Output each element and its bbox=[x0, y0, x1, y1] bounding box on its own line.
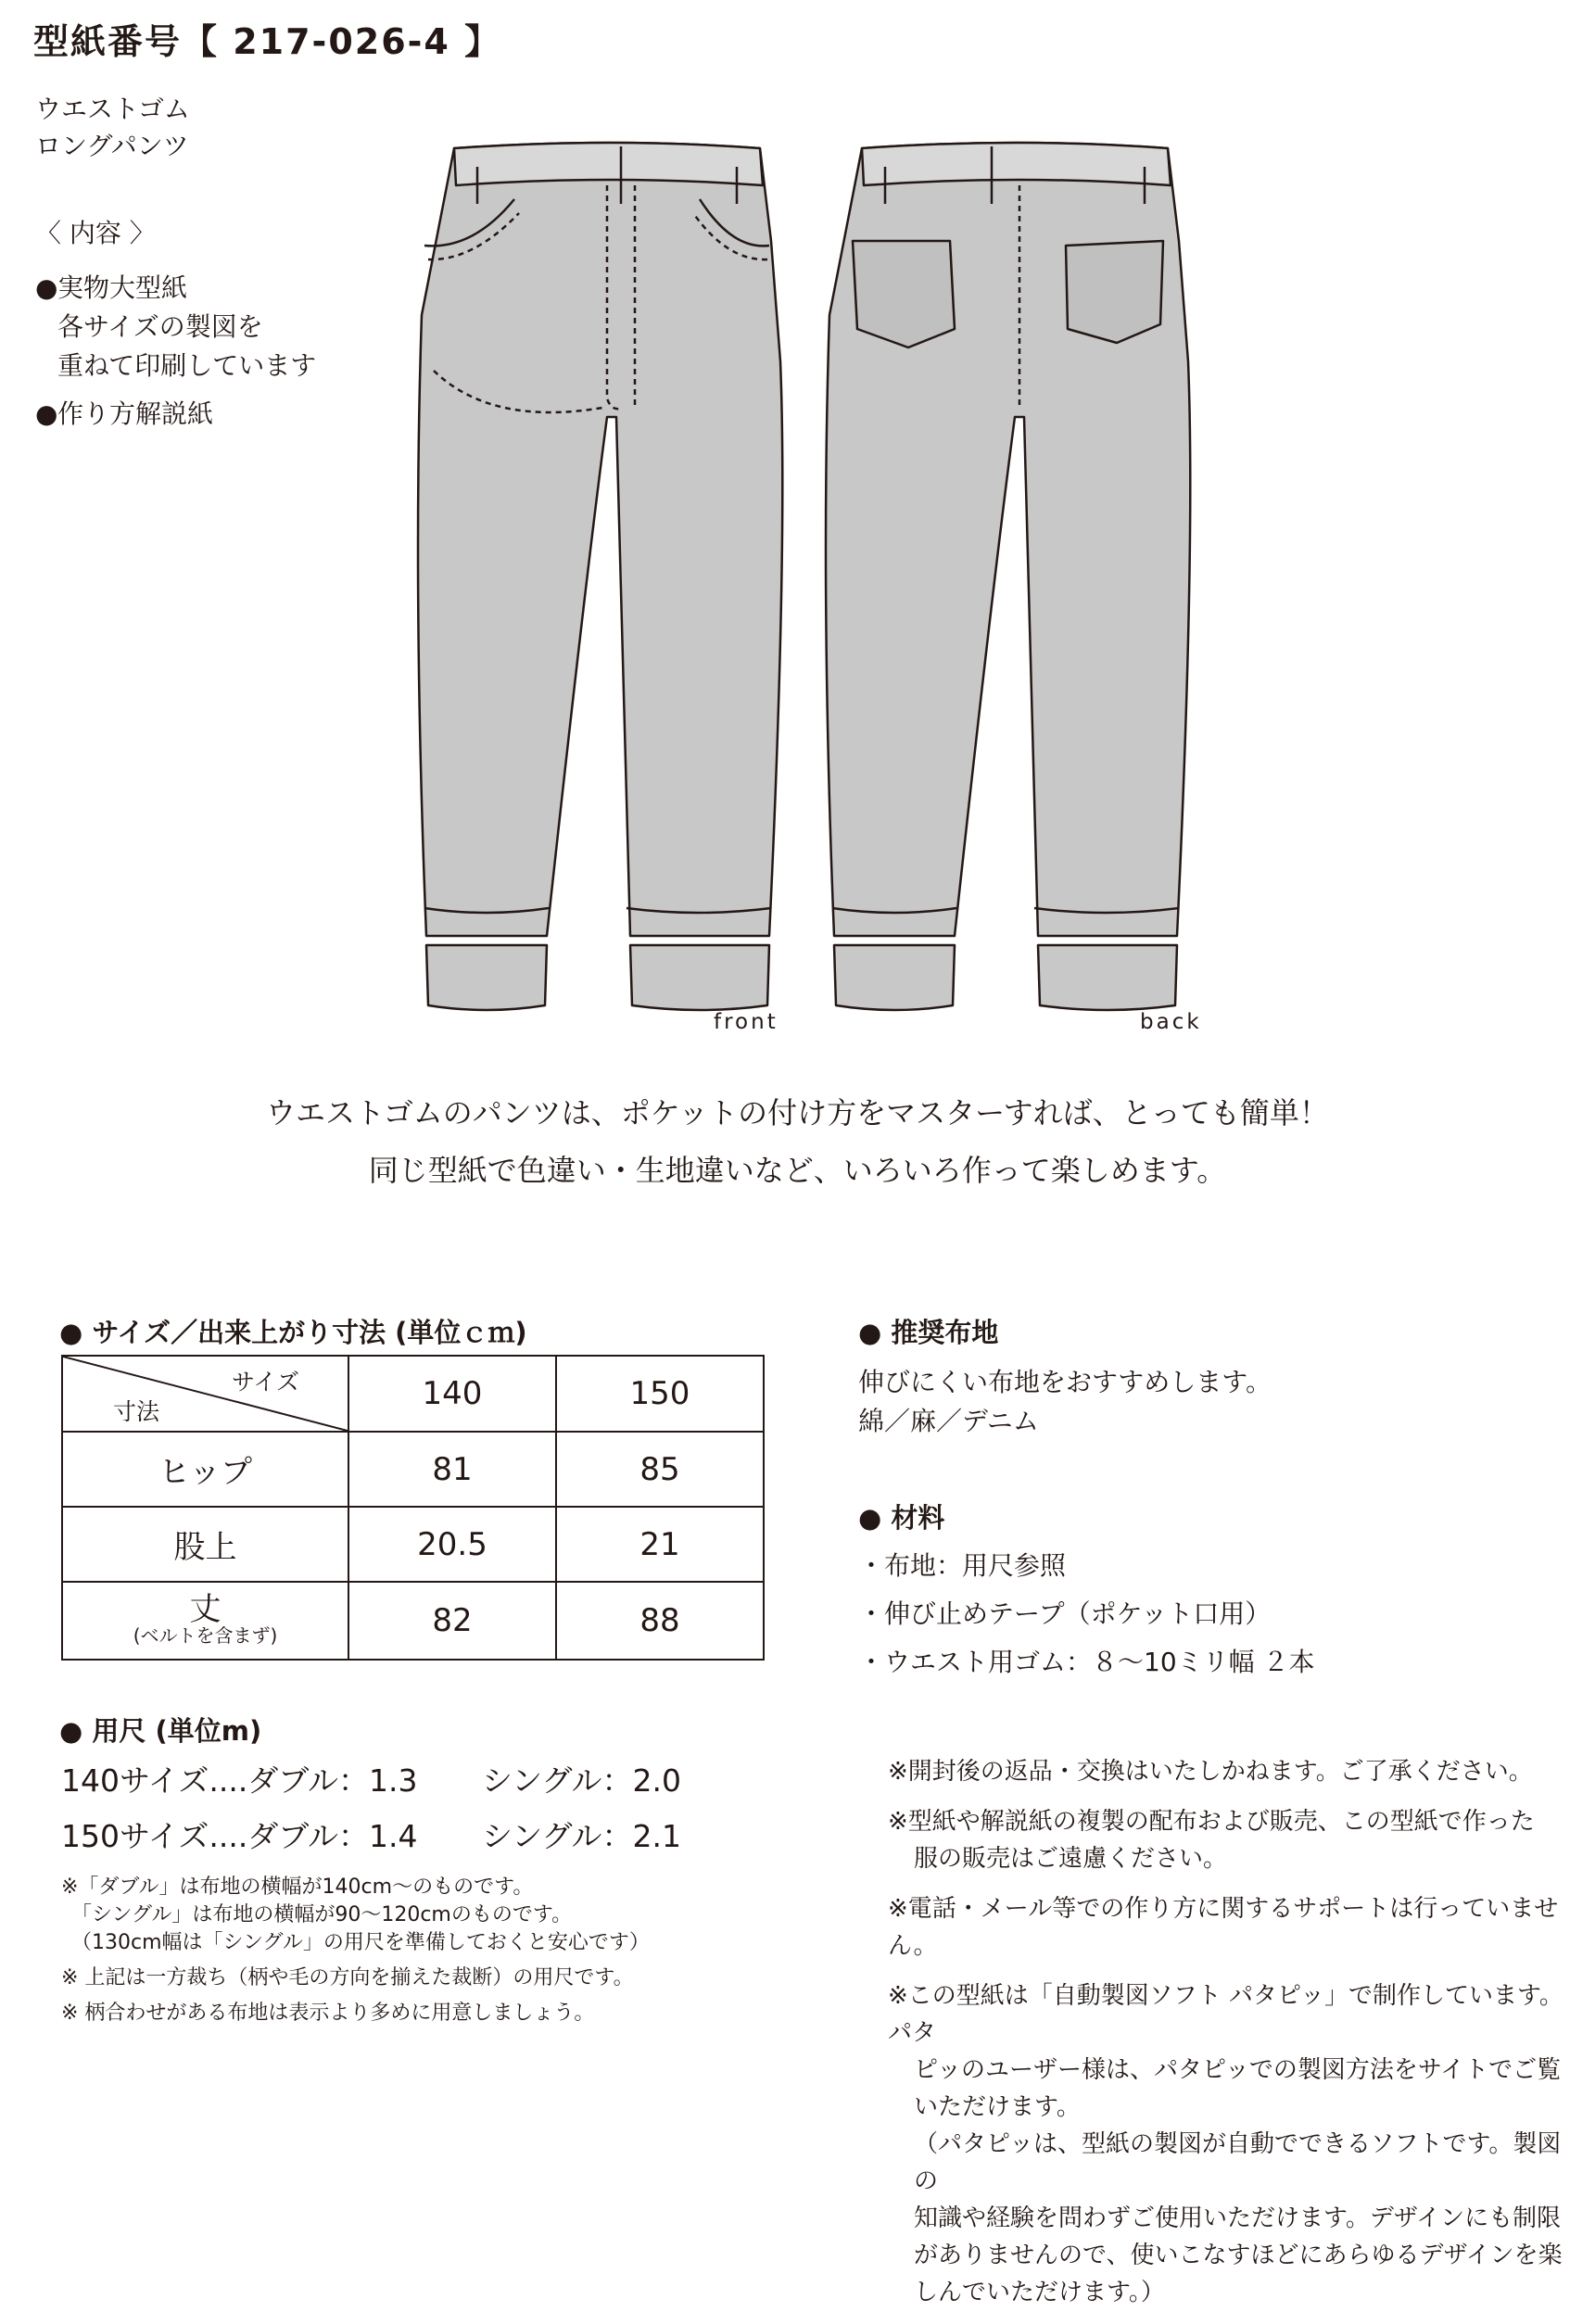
fabric-description: 伸びにくい布地をおすすめします。 bbox=[858, 1367, 1272, 1397]
pants-back-drawing bbox=[826, 143, 1190, 1010]
pants-illustration bbox=[408, 130, 1205, 1019]
size-column-header: 140 bbox=[348, 1356, 556, 1432]
yardage-row-size: 140サイズ....ダブル：1.3 bbox=[61, 1762, 418, 1799]
note-line: がありませんので、使いこなすほどにあらゆるデザインを楽 bbox=[914, 2242, 1563, 2269]
yardage-note: （130cm幅は「シングル」の用尺を準備しておくと安心です） bbox=[61, 1931, 650, 1954]
note-item bbox=[862, 1977, 1566, 2311]
measure-header-label: 寸法 bbox=[113, 1398, 160, 1425]
contents-item-line: 作り方解説紙 bbox=[57, 398, 214, 429]
note-line: ピッのユーザー様は、パタピッでの製図方法をサイトでご覧 bbox=[914, 2056, 1562, 2084]
materials-item: ・ウエスト用ゴム：８〜10ミリ幅 ２本 bbox=[858, 1647, 1315, 1677]
back-view-label: back bbox=[1140, 1010, 1202, 1034]
table-cell: 82 bbox=[348, 1582, 556, 1660]
table-cell: 81 bbox=[348, 1432, 556, 1507]
size-section-heading: ● サイズ／出来上がり寸法 (単位ｃｍ) bbox=[59, 1317, 527, 1348]
note-item bbox=[862, 1753, 1566, 1790]
size-table-header-row bbox=[62, 1356, 764, 1432]
yardage-note: ※「ダブル」は布地の横幅が140cm〜のものです。 bbox=[61, 1876, 534, 1899]
contents-list bbox=[35, 269, 316, 443]
size-table-corner-cell bbox=[62, 1356, 348, 1432]
pattern-number-title: 型紙番号【 217-026-4 】 bbox=[33, 21, 502, 62]
contents-heading: 〈 内容 〉 bbox=[35, 218, 156, 248]
note-line: ※開封後の返品・交換はいたしかねます。ご了承ください。 bbox=[888, 1758, 1533, 1786]
contents-item-line: 各サイズの製図を bbox=[57, 311, 263, 342]
table-cell: 21 bbox=[556, 1507, 764, 1582]
note-line: いただけます。 bbox=[914, 2093, 1081, 2121]
bullet-icon: ● bbox=[35, 272, 58, 303]
table-row bbox=[62, 1432, 764, 1507]
subtitle-line-1: ウエストゴム bbox=[35, 94, 190, 124]
row-label: ヒップ bbox=[62, 1432, 348, 1507]
table-cell: 85 bbox=[556, 1432, 764, 1507]
note-line: しんでいただけます。） bbox=[914, 2279, 1165, 2306]
tagline-line-2: 同じ型紙で色違い・生地違いなど、いろいろ作って楽しめます。 bbox=[368, 1153, 1227, 1188]
yardage-row-single: シングル：2.0 bbox=[482, 1762, 682, 1799]
note-line: ※この型紙は「自動製図ソフト パタピッ」で制作しています。パタ bbox=[888, 1982, 1563, 2047]
table-cell: 88 bbox=[556, 1582, 764, 1660]
table-row bbox=[62, 1582, 764, 1660]
note-item bbox=[862, 1803, 1566, 1877]
front-view-label: front bbox=[714, 1010, 779, 1034]
pants-front-drawing bbox=[418, 143, 782, 1010]
diagonal-divider bbox=[63, 1357, 348, 1431]
materials-item: ・伸び止めテープ（ポケット口用） bbox=[858, 1598, 1272, 1629]
yardage-section-heading: ● 用尺 (単位m) bbox=[59, 1715, 262, 1747]
fabric-types: 綿／麻／デニム bbox=[858, 1406, 1039, 1436]
size-column-header: 150 bbox=[556, 1356, 764, 1432]
contents-item-line: 実物大型紙 bbox=[57, 272, 188, 303]
note-line: 知識や経験を問わずご使用いただけます。デザインにも制限 bbox=[914, 2204, 1562, 2232]
bullet-icon: ● bbox=[35, 398, 58, 429]
subtitle-line-2: ロングパンツ bbox=[35, 131, 189, 161]
note-item bbox=[862, 1890, 1566, 1964]
note-line: 服の販売はご遠慮ください。 bbox=[914, 1845, 1228, 1873]
materials-item: ・布地：用尺参照 bbox=[858, 1550, 1067, 1581]
row-label-with-note bbox=[62, 1582, 348, 1660]
table-cell: 20.5 bbox=[348, 1507, 556, 1582]
yardage-row-single: シングル：2.1 bbox=[482, 1818, 682, 1854]
tagline-line-1: ウエストゴムのパンツは、ポケットの付け方をマスターすれば、とっても簡単！ bbox=[266, 1095, 1329, 1130]
yardage-row-size: 150サイズ....ダブル：1.4 bbox=[61, 1818, 418, 1854]
contents-item-line: 重ねて印刷しています bbox=[57, 350, 317, 381]
fabric-section-heading: ● 推奨布地 bbox=[858, 1317, 999, 1348]
contents-item bbox=[35, 269, 316, 385]
note-line: ※型紙や解説紙の複製の配布および販売、この型紙で作った bbox=[888, 1808, 1535, 1836]
size-header-label: サイズ bbox=[231, 1369, 299, 1396]
size-table bbox=[61, 1355, 765, 1661]
row-label: 丈 bbox=[189, 1591, 222, 1628]
row-label-note: (ベルトを含まず) bbox=[133, 1624, 278, 1647]
note-line: ※電話・メール等での作り方に関するサポートは行っていません。 bbox=[888, 1895, 1559, 1960]
notes-list bbox=[862, 1753, 1566, 2324]
yardage-notes bbox=[61, 1874, 650, 2027]
note-line: （パタピッは、型紙の製図が自動でできるソフトです。製図の bbox=[914, 2130, 1562, 2195]
table-row bbox=[62, 1507, 764, 1582]
materials-section-heading: ● 材料 bbox=[858, 1502, 945, 1534]
yardage-note: ※ 上記は一方裁ち（柄や毛の方向を揃えた裁断）の用尺です。 bbox=[61, 1966, 634, 1989]
yardage-note: ※ 柄合わせがある布地は表示より多めに用意しましょう。 bbox=[61, 2002, 595, 2025]
yardage-note: 「シングル」は布地の横幅が90〜120cmのものです。 bbox=[61, 1903, 573, 1926]
contents-item bbox=[35, 395, 316, 434]
row-label: 股上 bbox=[62, 1507, 348, 1582]
